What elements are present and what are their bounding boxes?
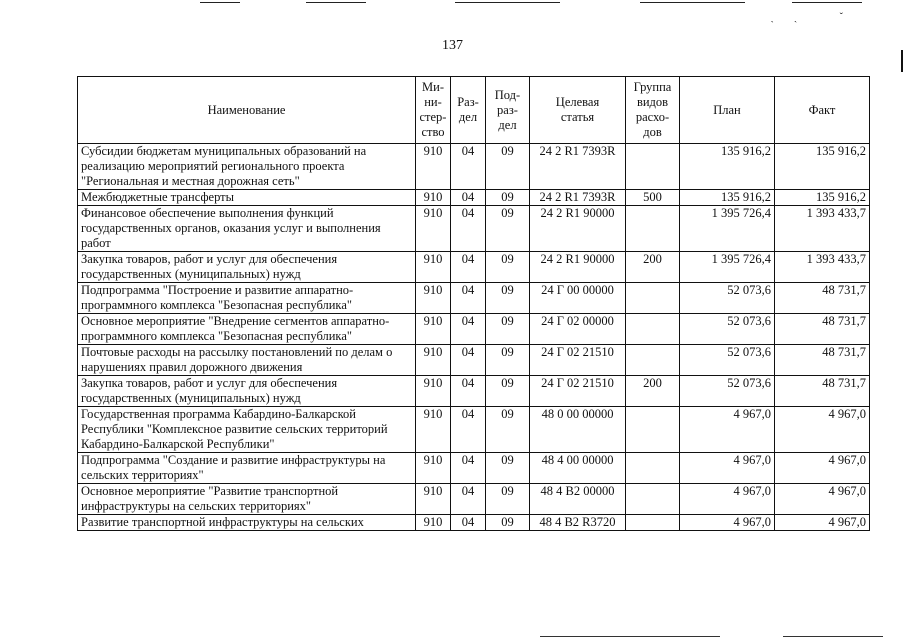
header-ministry: Ми- ни- стер- ство (416, 77, 451, 144)
cell-ministry: 910 (416, 252, 451, 283)
cell-name: Финансовое обеспечение выполнения функций государственных органов, оказания услуг и выполнения работ (78, 206, 416, 252)
cell-fact: 48 731,7 (775, 314, 870, 345)
cell-subsection: 09 (486, 314, 530, 345)
cell-ministry: 910 (416, 283, 451, 314)
cell-name: Подпрограмма "Построение и развитие аппаратно-программного комплекса "Безопасная республика" (78, 283, 416, 314)
cell-name: Субсидии бюджетам муниципальных образований на реализацию мероприятий регионального проекта "Региональная и местная дорожная сеть" (78, 144, 416, 190)
cell-plan: 135 916,2 (680, 190, 775, 206)
cell-fact: 1 393 433,7 (775, 252, 870, 283)
cell-ministry: 910 (416, 190, 451, 206)
table-row (78, 376, 870, 407)
cell-ministry: 910 (416, 314, 451, 345)
cell-plan: 52 073,6 (680, 283, 775, 314)
cell-article: 48 4 B2 00000 (530, 484, 626, 515)
top-rule-4 (640, 2, 745, 3)
cell-fact: 1 393 433,7 (775, 206, 870, 252)
cell-article: 24 Г 02 00000 (530, 314, 626, 345)
budget-table (77, 76, 870, 531)
cell-name: Государственная программа Кабардино-Балкарской Республики "Комплексное развитие сельских территорий Кабардино-Балкарской Республики" (78, 407, 416, 453)
cell-plan: 52 073,6 (680, 345, 775, 376)
cell-fact: 135 916,2 (775, 144, 870, 190)
cell-subsection: 09 (486, 252, 530, 283)
cell-group: 200 (626, 252, 680, 283)
cell-article: 24 Г 02 21510 (530, 345, 626, 376)
header-subsection: Под- раз- дел (486, 77, 530, 144)
table-row (78, 190, 870, 206)
bottom-rule-1 (540, 636, 720, 637)
table-row (78, 484, 870, 515)
top-rule-2 (306, 2, 366, 3)
table-row (78, 206, 870, 252)
header-article: Целевая статья (530, 77, 626, 144)
header-name: Наименование (78, 77, 416, 144)
cell-ministry: 910 (416, 206, 451, 252)
table-row (78, 515, 870, 531)
cell-subsection: 09 (486, 283, 530, 314)
cell-subsection: 09 (486, 144, 530, 190)
cell-group (626, 144, 680, 190)
cell-subsection: 09 (486, 345, 530, 376)
cell-subsection: 09 (486, 453, 530, 484)
cell-section: 04 (451, 190, 486, 206)
cell-group (626, 453, 680, 484)
table-body (78, 144, 870, 531)
cell-subsection: 09 (486, 515, 530, 531)
table-row (78, 453, 870, 484)
cell-fact: 4 967,0 (775, 453, 870, 484)
top-rule-5 (792, 2, 862, 3)
table-row (78, 314, 870, 345)
cell-fact: 4 967,0 (775, 484, 870, 515)
table-row (78, 345, 870, 376)
top-rule-3 (455, 2, 560, 3)
cell-plan: 1 395 726,4 (680, 252, 775, 283)
cell-plan: 1 395 726,4 (680, 206, 775, 252)
cell-fact: 48 731,7 (775, 345, 870, 376)
cell-article: 24 Г 00 00000 (530, 283, 626, 314)
cell-name: Закупка товаров, работ и услуг для обеспечения государственных (муниципальных) нужд (78, 252, 416, 283)
cell-name: Почтовые расходы на рассылку постановлений по делам о нарушениях правил дорожного движения (78, 345, 416, 376)
scan-marks: ˏˏ ˇ (770, 12, 863, 23)
header-plan: План (680, 77, 775, 144)
table-row (78, 252, 870, 283)
cell-plan: 52 073,6 (680, 314, 775, 345)
cell-group (626, 407, 680, 453)
cell-name: Развитие транспортной инфраструктуры на сельских (78, 515, 416, 531)
cell-article: 48 0 00 00000 (530, 407, 626, 453)
cell-plan: 4 967,0 (680, 407, 775, 453)
top-rule-1 (200, 2, 240, 3)
cell-fact: 4 967,0 (775, 407, 870, 453)
cell-plan: 52 073,6 (680, 376, 775, 407)
cell-section: 04 (451, 515, 486, 531)
cell-name: Межбюджетные трансферты (78, 190, 416, 206)
cell-section: 04 (451, 252, 486, 283)
cell-group (626, 345, 680, 376)
cell-plan: 4 967,0 (680, 515, 775, 531)
header-row (78, 77, 870, 144)
cell-article: 48 4 00 00000 (530, 453, 626, 484)
cell-ministry: 910 (416, 453, 451, 484)
cell-fact: 48 731,7 (775, 376, 870, 407)
bottom-rule-2 (783, 636, 883, 637)
header-section: Раз- дел (451, 77, 486, 144)
cell-ministry: 910 (416, 144, 451, 190)
cell-section: 04 (451, 345, 486, 376)
cell-group (626, 206, 680, 252)
table-row (78, 144, 870, 190)
cell-name: Подпрограмма "Создание и развитие инфраструктуры на сельских территориях" (78, 453, 416, 484)
table-row (78, 283, 870, 314)
cell-article: 24 Г 02 21510 (530, 376, 626, 407)
cell-ministry: 910 (416, 515, 451, 531)
cell-article: 48 4 B2 R3720 (530, 515, 626, 531)
cell-subsection: 09 (486, 190, 530, 206)
cell-group (626, 484, 680, 515)
cell-article: 24 2 R1 7393R (530, 144, 626, 190)
cell-section: 04 (451, 376, 486, 407)
cell-group (626, 283, 680, 314)
cell-subsection: 09 (486, 484, 530, 515)
table-row (78, 407, 870, 453)
cell-subsection: 09 (486, 206, 530, 252)
cell-article: 24 2 R1 90000 (530, 252, 626, 283)
header-group: Группа видов расхо- дов (626, 77, 680, 144)
cell-ministry: 910 (416, 407, 451, 453)
cell-section: 04 (451, 407, 486, 453)
cell-section: 04 (451, 484, 486, 515)
cell-subsection: 09 (486, 376, 530, 407)
cell-section: 04 (451, 206, 486, 252)
cell-name: Основное мероприятие "Развитие транспортной инфраструктуры на сельских территориях" (78, 484, 416, 515)
cell-plan: 4 967,0 (680, 453, 775, 484)
cell-ministry: 910 (416, 484, 451, 515)
cell-name: Основное мероприятие "Внедрение сегментов аппаратно-программного комплекса "Безопасная республика" (78, 314, 416, 345)
cell-plan: 4 967,0 (680, 484, 775, 515)
cell-group: 200 (626, 376, 680, 407)
cell-group (626, 314, 680, 345)
cell-subsection: 09 (486, 407, 530, 453)
cell-ministry: 910 (416, 345, 451, 376)
cell-ministry: 910 (416, 376, 451, 407)
cell-group (626, 515, 680, 531)
cell-section: 04 (451, 144, 486, 190)
cell-section: 04 (451, 314, 486, 345)
cell-section: 04 (451, 283, 486, 314)
header-fact: Факт (775, 77, 870, 144)
cell-section: 04 (451, 453, 486, 484)
cell-group: 500 (626, 190, 680, 206)
cell-article: 24 2 R1 7393R (530, 190, 626, 206)
cell-name: Закупка товаров, работ и услуг для обеспечения государственных (муниципальных) нужд (78, 376, 416, 407)
cell-fact: 4 967,0 (775, 515, 870, 531)
cell-fact: 135 916,2 (775, 190, 870, 206)
cell-plan: 135 916,2 (680, 144, 775, 190)
page-number: 137 (442, 38, 463, 53)
cell-fact: 48 731,7 (775, 283, 870, 314)
cell-article: 24 2 R1 90000 (530, 206, 626, 252)
